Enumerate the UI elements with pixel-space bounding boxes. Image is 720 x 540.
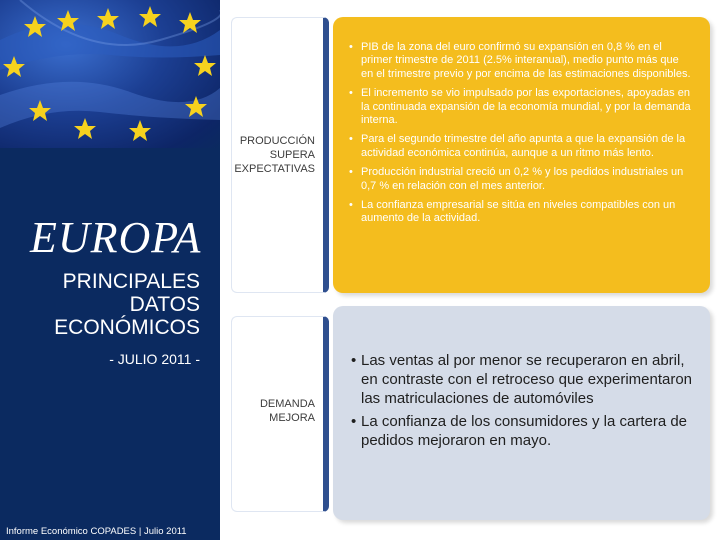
section-label-box-demand [231, 316, 329, 512]
list-item: • Las ventas al por menor se recuperaron en abril, en contraste con el retroceso que experimentaron las matriculaciones de automóviles [343, 351, 693, 408]
page-subtitle: PRINCIPALES DATOS ECONÓMICOS [54, 270, 200, 339]
report-date: - JULIO 2011 - [109, 351, 200, 367]
section-label: PRODUCCIÓN SUPERA EXPECTATIVAS [234, 135, 315, 175]
footer-text: Informe Económico COPADES | Julio 2011 [6, 526, 187, 537]
eu-flag-image [0, 0, 220, 148]
page-title: EUROPA [30, 213, 202, 262]
page-number: 32 [700, 527, 712, 538]
list-item: • La confianza empresarial se sitúa en niveles compatibles con un aumento de la actividad. [343, 199, 693, 226]
list-item: • Para el segundo trimestre del año apunta a que la expansión de la actividad económica continúa, aunque a un ritmo más lento. [343, 133, 693, 160]
demand-bullet-list [343, 351, 693, 454]
section-label-box-production [231, 17, 329, 293]
production-bullet-list [343, 41, 693, 232]
list-item: • Producción industrial creció un 0,2 % y los pedidos industriales un 0,7 % en relación con el mes anterior. [343, 166, 693, 193]
list-item: • PIB de la zona del euro confirmó su expansión en 0,8 % en el primer trimestre de 2011 (2.5% interanual), medio punto más que en el trimestre previo y por encima de las estimaciones disponibles. [343, 41, 693, 81]
production-panel [333, 17, 710, 293]
list-item: • La confianza de los consumidores y la cartera de pedidos mejoraron en mayo. [343, 412, 693, 450]
list-item: • El incremento se vio impulsado por las exportaciones, apoyadas en la continuada expansión de la economía mundial, y por la demanda interna. [343, 87, 693, 127]
section-label: DEMANDA MEJORA [259, 398, 315, 424]
left-panel [0, 0, 220, 540]
demand-panel [333, 306, 710, 520]
